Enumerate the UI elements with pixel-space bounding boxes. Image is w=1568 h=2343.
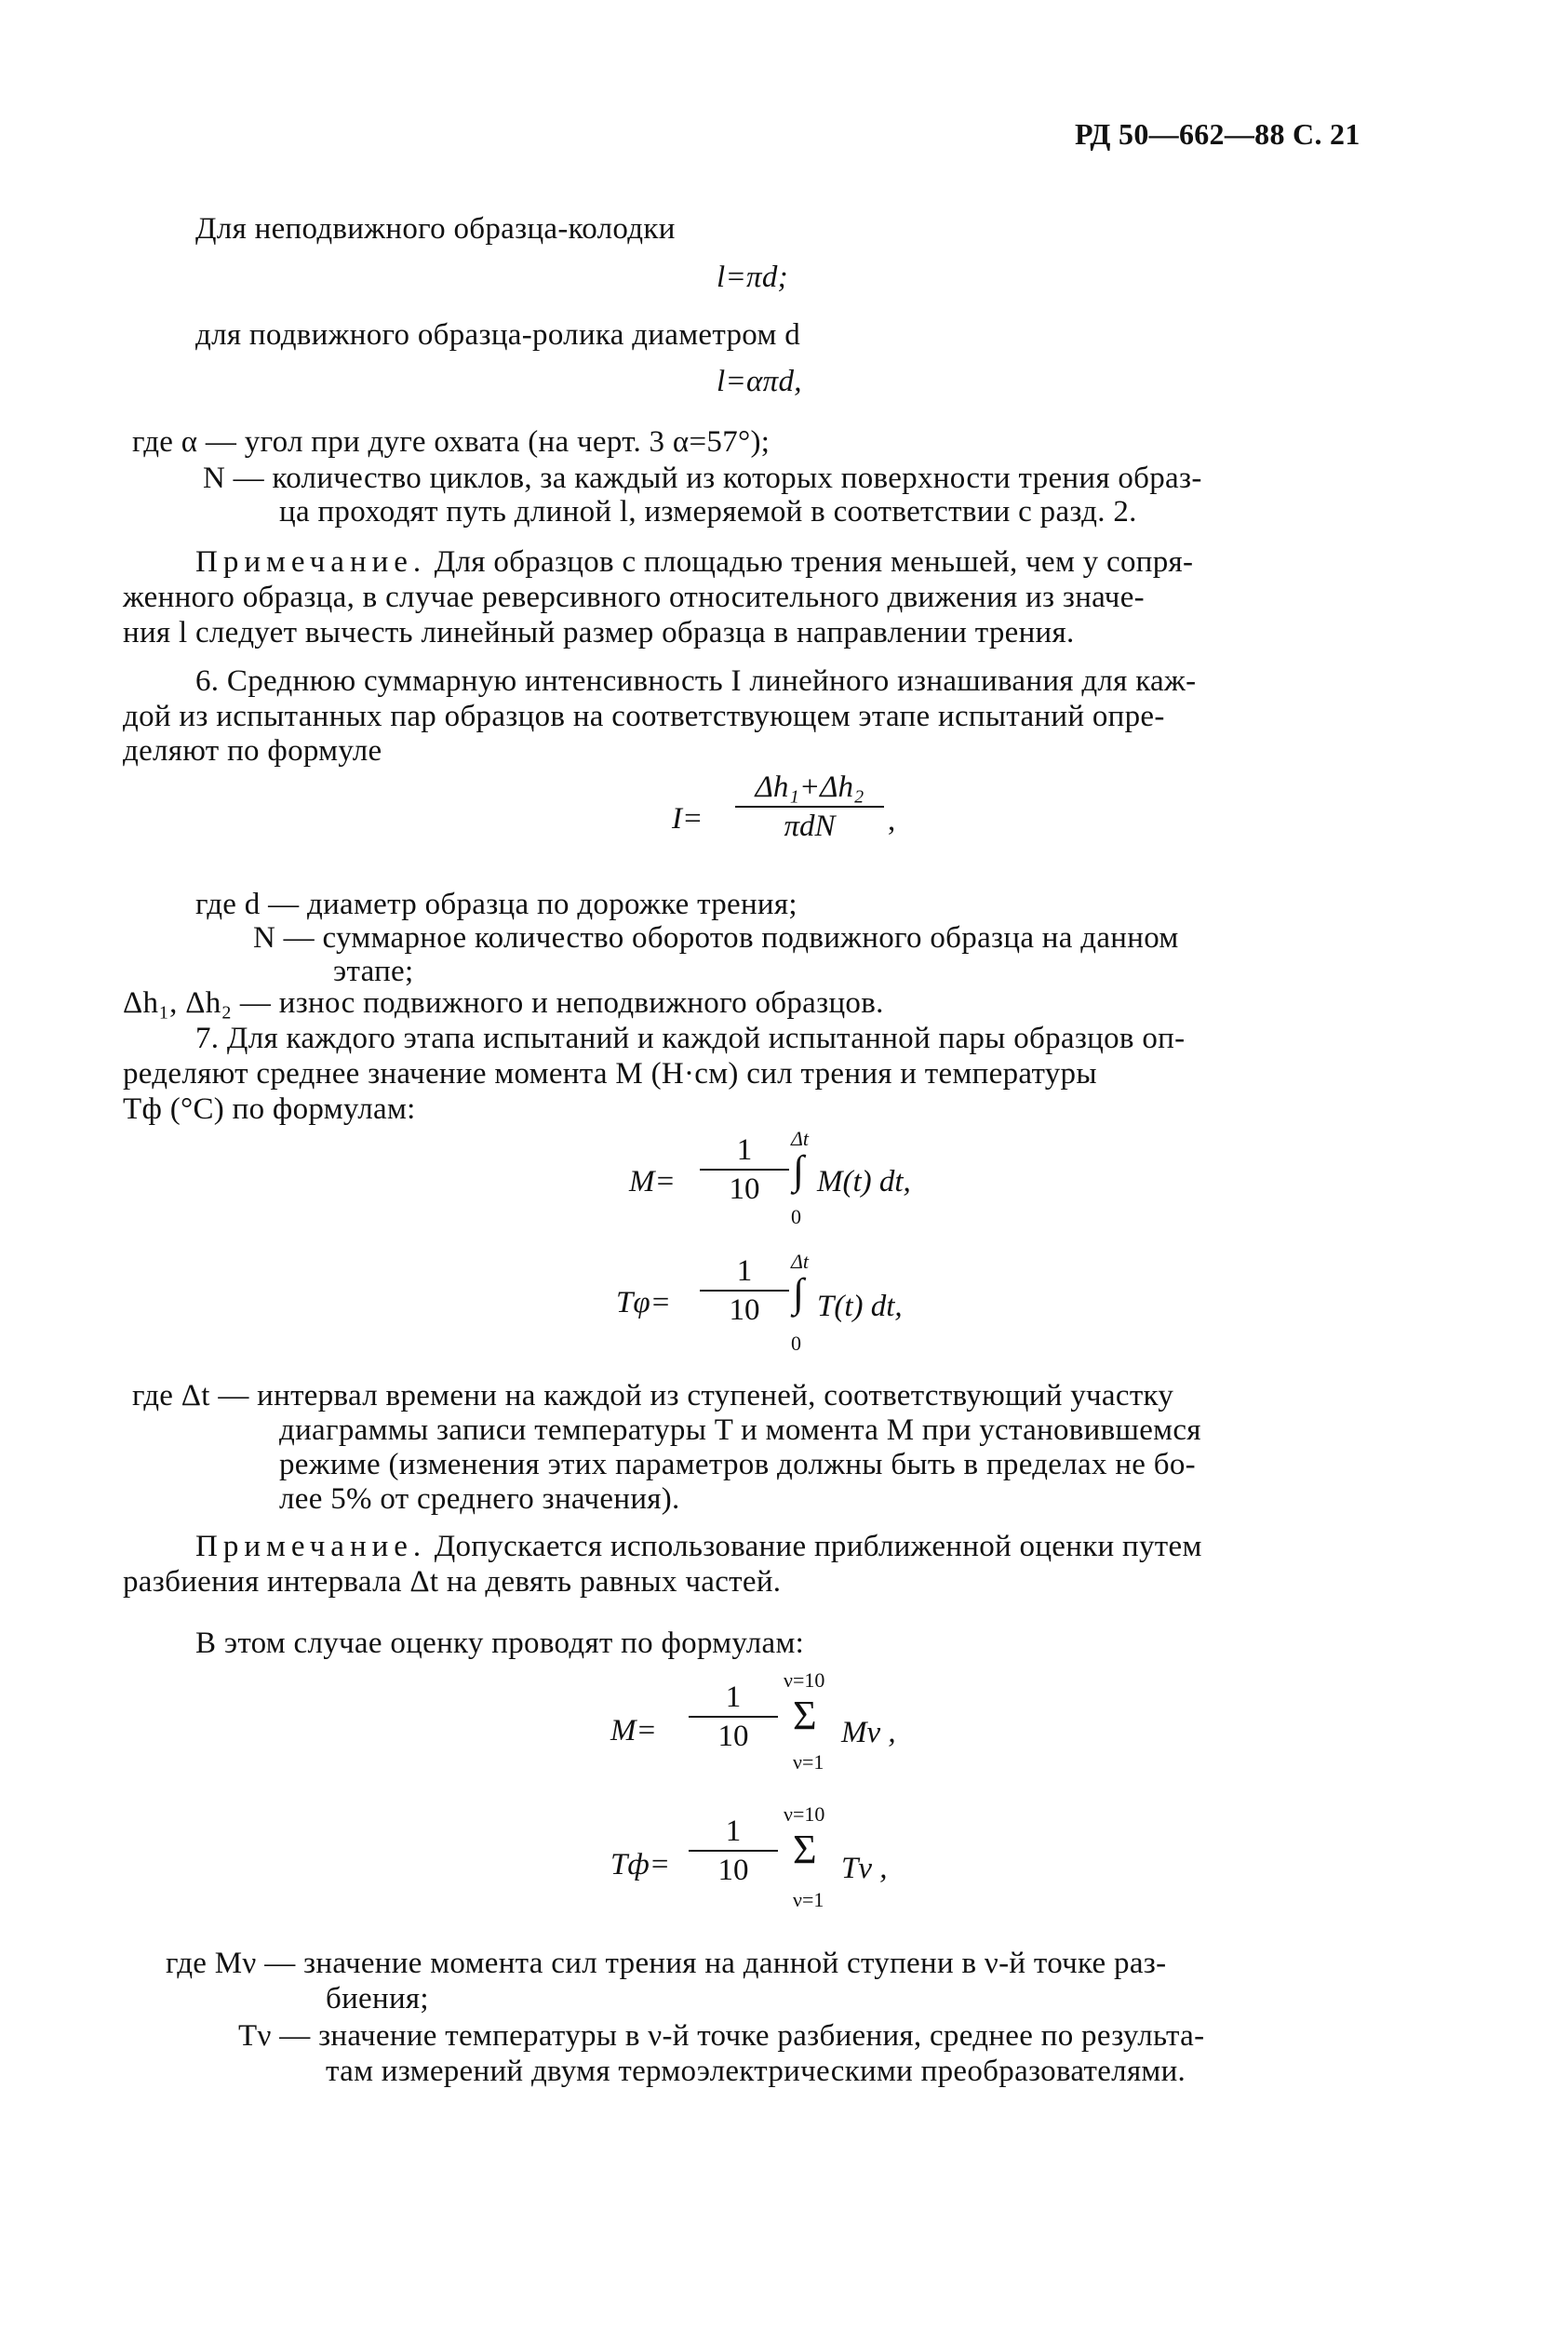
- where-line: диаграммы записи температуры T и момента M при установившемся: [279, 1413, 1201, 1447]
- formula-tsum-fraction: [689, 1813, 778, 1889]
- formula-m-lhs: M=: [629, 1165, 676, 1198]
- integral-lower-limit: 0: [791, 1205, 801, 1228]
- fraction-denominator: 10: [729, 1172, 760, 1206]
- page-header: РД 50—662—88 С. 21: [1075, 117, 1360, 151]
- fraction-denominator: πdN: [784, 810, 836, 843]
- integral-sign: ∫: [793, 1147, 805, 1193]
- formula-t-fraction: [700, 1252, 789, 1329]
- paragraph-line: 6. Среднюю суммарную интенсивность I линейного изнашивания для каж-: [195, 664, 1197, 698]
- where-line: биения;: [326, 1982, 429, 2015]
- paragraph-line: деляют по формуле: [123, 734, 382, 768]
- where-line: где Δt — интервал времени на каждой из ступеней, соответствующий участку: [132, 1379, 1174, 1412]
- fraction-denominator: 10: [729, 1293, 760, 1327]
- note-line: женного образца, в случае реверсивного относительного движения из значе-: [123, 581, 1145, 614]
- formula-intensity-fraction: [735, 769, 884, 845]
- where-line: там измерений двумя термоэлектрическими преобразователями.: [326, 2055, 1186, 2088]
- fraction-numerator: Δh₁+Δh₂: [755, 770, 864, 804]
- sum-upper-limit: ν=10: [784, 1802, 825, 1826]
- note-line: разбиения интервала Δt на девять равных частей.: [123, 1565, 782, 1599]
- formula-tail: ,: [888, 804, 896, 837]
- paragraph-line: дой из испытанных пар образцов на соответствующем этапе испытаний опре-: [123, 700, 1165, 733]
- sum-sign: Σ: [793, 1827, 817, 1872]
- note-label: Примечание.: [195, 545, 427, 579]
- where-line: лее 5% от среднего значения).: [279, 1482, 680, 1516]
- formula-l-pi-d: l=πd;: [717, 261, 788, 294]
- integral-upper-limit: Δt: [791, 1127, 810, 1150]
- formula-m-fraction: [700, 1131, 789, 1208]
- note-text: Для образцов с площадью трения меньшей, чем у сопря-: [426, 545, 1194, 579]
- formula-msum-body: Mν ,: [841, 1716, 896, 1749]
- formula-m-body: M(t) dt,: [817, 1165, 911, 1198]
- fraction-numerator: 1: [725, 1814, 742, 1848]
- where-line: N — количество циклов, за каждый из которых поверхности трения образ-: [203, 462, 1202, 495]
- note-line: ния l следует вычесть линейный размер образца в направлении трения.: [123, 616, 1075, 649]
- sum-sign: Σ: [793, 1693, 817, 1738]
- formula-intensity-lhs: I=: [672, 802, 704, 836]
- paragraph-line: ределяют среднее значение момента M (H·см) сил трения и температуры: [123, 1057, 1097, 1091]
- note-label: Примечание.: [195, 1530, 427, 1563]
- where-line: где d — диаметр образца по дорожке трения;: [195, 888, 797, 921]
- text-line: Для неподвижного образца-колодки: [195, 212, 676, 246]
- formula-tsum-body: Tν ,: [841, 1852, 888, 1885]
- note-line: [195, 543, 1193, 581]
- integral-upper-limit: Δt: [791, 1250, 810, 1273]
- fraction-numerator: 1: [725, 1680, 742, 1714]
- integral-sign: ∫: [793, 1270, 805, 1316]
- formula-msum-fraction: [689, 1679, 778, 1755]
- fraction-denominator: 10: [717, 1720, 749, 1753]
- paragraph-line: Tф (°C) по формулам:: [123, 1092, 416, 1126]
- sum-lower-limit: ν=1: [793, 1750, 824, 1774]
- formula-t-body: T(t) dt,: [817, 1290, 903, 1323]
- note-line: [195, 1528, 1202, 1565]
- paragraph-line: 7. Для каждого этапа испытаний и каждой испытанной пары образцов оп-: [195, 1022, 1186, 1055]
- fraction-denominator: 10: [717, 1854, 749, 1887]
- where-line: этапе;: [333, 955, 414, 988]
- where-line: где Mν — значение момента сил трения на данной ступени в ν-й точке раз-: [166, 1947, 1167, 1980]
- where-line: режиме (изменения этих параметров должны быть в пределах не бо-: [279, 1448, 1196, 1481]
- where-line: Tν — значение температуры в ν-й точке разбиения, среднее по результа-: [238, 2019, 1205, 2053]
- formula-tsum-lhs: Tф=: [610, 1848, 671, 1881]
- where-line: Δh₁, Δh₂ — износ подвижного и неподвижного образцов.: [123, 986, 884, 1020]
- where-line: где α — угол при дуге охвата (на черт. 3 α=57°);: [132, 425, 771, 459]
- where-line: N — суммарное количество оборотов подвижного образца на данном: [253, 921, 1179, 955]
- sum-upper-limit: ν=10: [784, 1668, 825, 1692]
- formula-l-alpha-pi-d: l=απd,: [717, 365, 802, 398]
- paragraph-line: В этом случае оценку проводят по формулам:: [195, 1627, 805, 1660]
- fraction-numerator: 1: [736, 1254, 753, 1288]
- fraction-numerator: 1: [736, 1133, 753, 1167]
- text-line: для подвижного образца-ролика диаметром d: [195, 318, 800, 352]
- integral-lower-limit: 0: [791, 1332, 801, 1355]
- note-text: Допускается использование приближенной оценки путем: [426, 1530, 1202, 1563]
- where-line: ца проходят путь длиной l, измеряемой в соответствии с разд. 2.: [279, 495, 1137, 529]
- sum-lower-limit: ν=1: [793, 1888, 824, 1911]
- formula-t-lhs: Tφ=: [616, 1286, 671, 1319]
- formula-msum-lhs: M=: [610, 1714, 657, 1747]
